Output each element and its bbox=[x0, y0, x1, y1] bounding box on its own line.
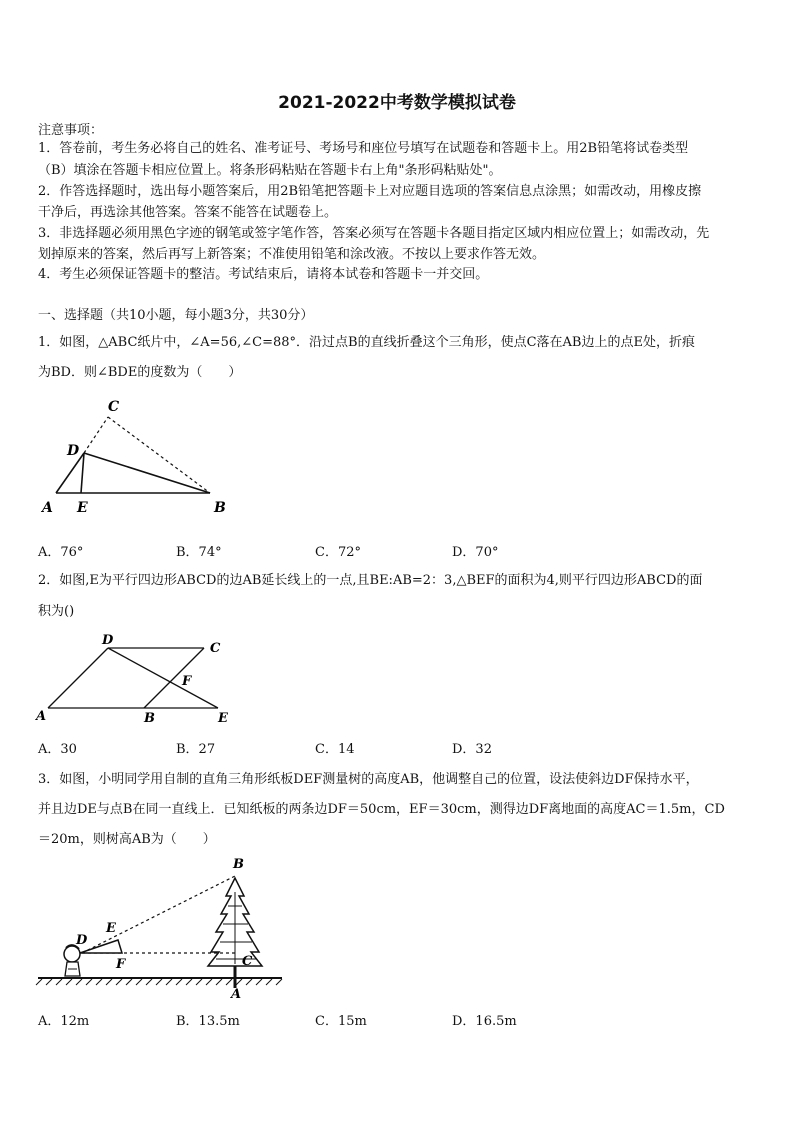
page-title: 2021-2022中考数学模拟试卷 bbox=[278, 93, 516, 113]
q2-label-c: C bbox=[210, 641, 221, 656]
q2-label-e: E bbox=[218, 711, 228, 726]
notice-line: 1．答卷前，考生务必将自己的姓名、准考证号、考场号和座位号填写在试题卷和答题卡上。用2B铅笔将试卷类型 bbox=[38, 141, 689, 156]
notice-line: 划掉原来的答案，然后再写上新答案；不准使用铅笔和涂改液。不按以上要求作答无效。 bbox=[38, 247, 546, 262]
q3-label-d: D bbox=[76, 933, 88, 948]
q3-label-b: B bbox=[233, 857, 244, 872]
q1-label-e: E bbox=[77, 500, 88, 516]
question-1-line: 为BD．则∠BDE的度数为（ ） bbox=[38, 365, 242, 380]
q2-label-a: A bbox=[36, 709, 47, 724]
notice-heading: 注意事项： bbox=[38, 123, 104, 138]
option-a[interactable]: A．30 bbox=[38, 742, 77, 757]
q3-label-e: E bbox=[106, 921, 116, 936]
q2-label-f: F bbox=[182, 674, 192, 689]
option-a[interactable]: A．76° bbox=[38, 545, 84, 560]
q1-label-c: C bbox=[108, 399, 120, 415]
q1-label-b: B bbox=[214, 500, 226, 516]
option-b[interactable]: B．74° bbox=[176, 545, 222, 560]
notice-line: 3．非选择题必须用黑色字迹的钢笔或签字笔作答，答案必须写在答题卡各题目指定区域内相应位置上；如需改动，先 bbox=[38, 226, 710, 241]
q2-label-b: B bbox=[144, 711, 155, 726]
notice-line: 4．考生必须保证答题卡的整洁。考试结束后，请将本试卷和答题卡一并交回。 bbox=[38, 267, 489, 282]
notice-line: 干净后，再选涂其他答案。答案不能答在试题卷上。 bbox=[38, 205, 338, 220]
section-heading: 一、选择题（共10小题，每小题3分，共30分） bbox=[38, 308, 314, 323]
option-d[interactable]: D．70° bbox=[452, 545, 499, 560]
question-3-line: 并且边DE与点B在同一直线上．已知纸板的两条边DF＝50cm，EF＝30cm，测得边DF离地面的高度AC＝1.5m，CD bbox=[38, 802, 725, 817]
question-1-figure bbox=[38, 395, 238, 520]
q1-label-a: A bbox=[42, 500, 53, 516]
q3-label-c: C bbox=[242, 954, 253, 969]
option-c[interactable]: C．14 bbox=[315, 742, 355, 757]
question-2-line: 积为() bbox=[38, 604, 75, 619]
option-b[interactable]: B．13.5m bbox=[176, 1014, 240, 1029]
q1-label-d: D bbox=[67, 443, 80, 459]
question-1-line: 1．如图，△ABC纸片中，∠A=56,∠C=88°．沿过点B的直线折叠这个三角形，使点C落在AB边上的点E处，折痕 bbox=[38, 335, 695, 350]
option-d[interactable]: D．32 bbox=[452, 742, 492, 757]
option-c[interactable]: C．72° bbox=[315, 545, 361, 560]
question-2-line: 2．如图,E为平行四边形ABCD的边AB延长线上的一点,且BE:AB=2：3,△BEF的面积为4,则平行四边形ABCD的面 bbox=[38, 573, 703, 588]
notice-line: （B）填涂在答题卡相应位置上。将条形码粘贴在答题卡右上角"条形码粘贴处"。 bbox=[38, 163, 502, 178]
question-2-figure bbox=[30, 632, 240, 727]
question-3-line: 3．如图，小明同学用自制的直角三角形纸板DEF测量树的高度AB，他调整自己的位置，设法使斜边DF保持水平， bbox=[38, 772, 699, 787]
option-b[interactable]: B．27 bbox=[176, 742, 216, 757]
notice-line: 2．作答选择题时，选出每小题答案后，用2B铅笔把答题卡上对应题目选项的答案信息点涂黑；如需改动，用橡皮擦 bbox=[38, 184, 702, 199]
q3-label-f: F bbox=[116, 957, 126, 972]
question-3-figure bbox=[30, 852, 290, 1002]
option-c[interactable]: C．15m bbox=[315, 1014, 367, 1029]
q3-label-a: A bbox=[231, 987, 242, 1002]
question-3-line: ＝20m，则树高AB为（ ） bbox=[38, 832, 216, 847]
option-d[interactable]: D．16.5m bbox=[452, 1014, 517, 1029]
option-a[interactable]: A．12m bbox=[38, 1014, 90, 1029]
q2-label-d: D bbox=[102, 633, 114, 648]
